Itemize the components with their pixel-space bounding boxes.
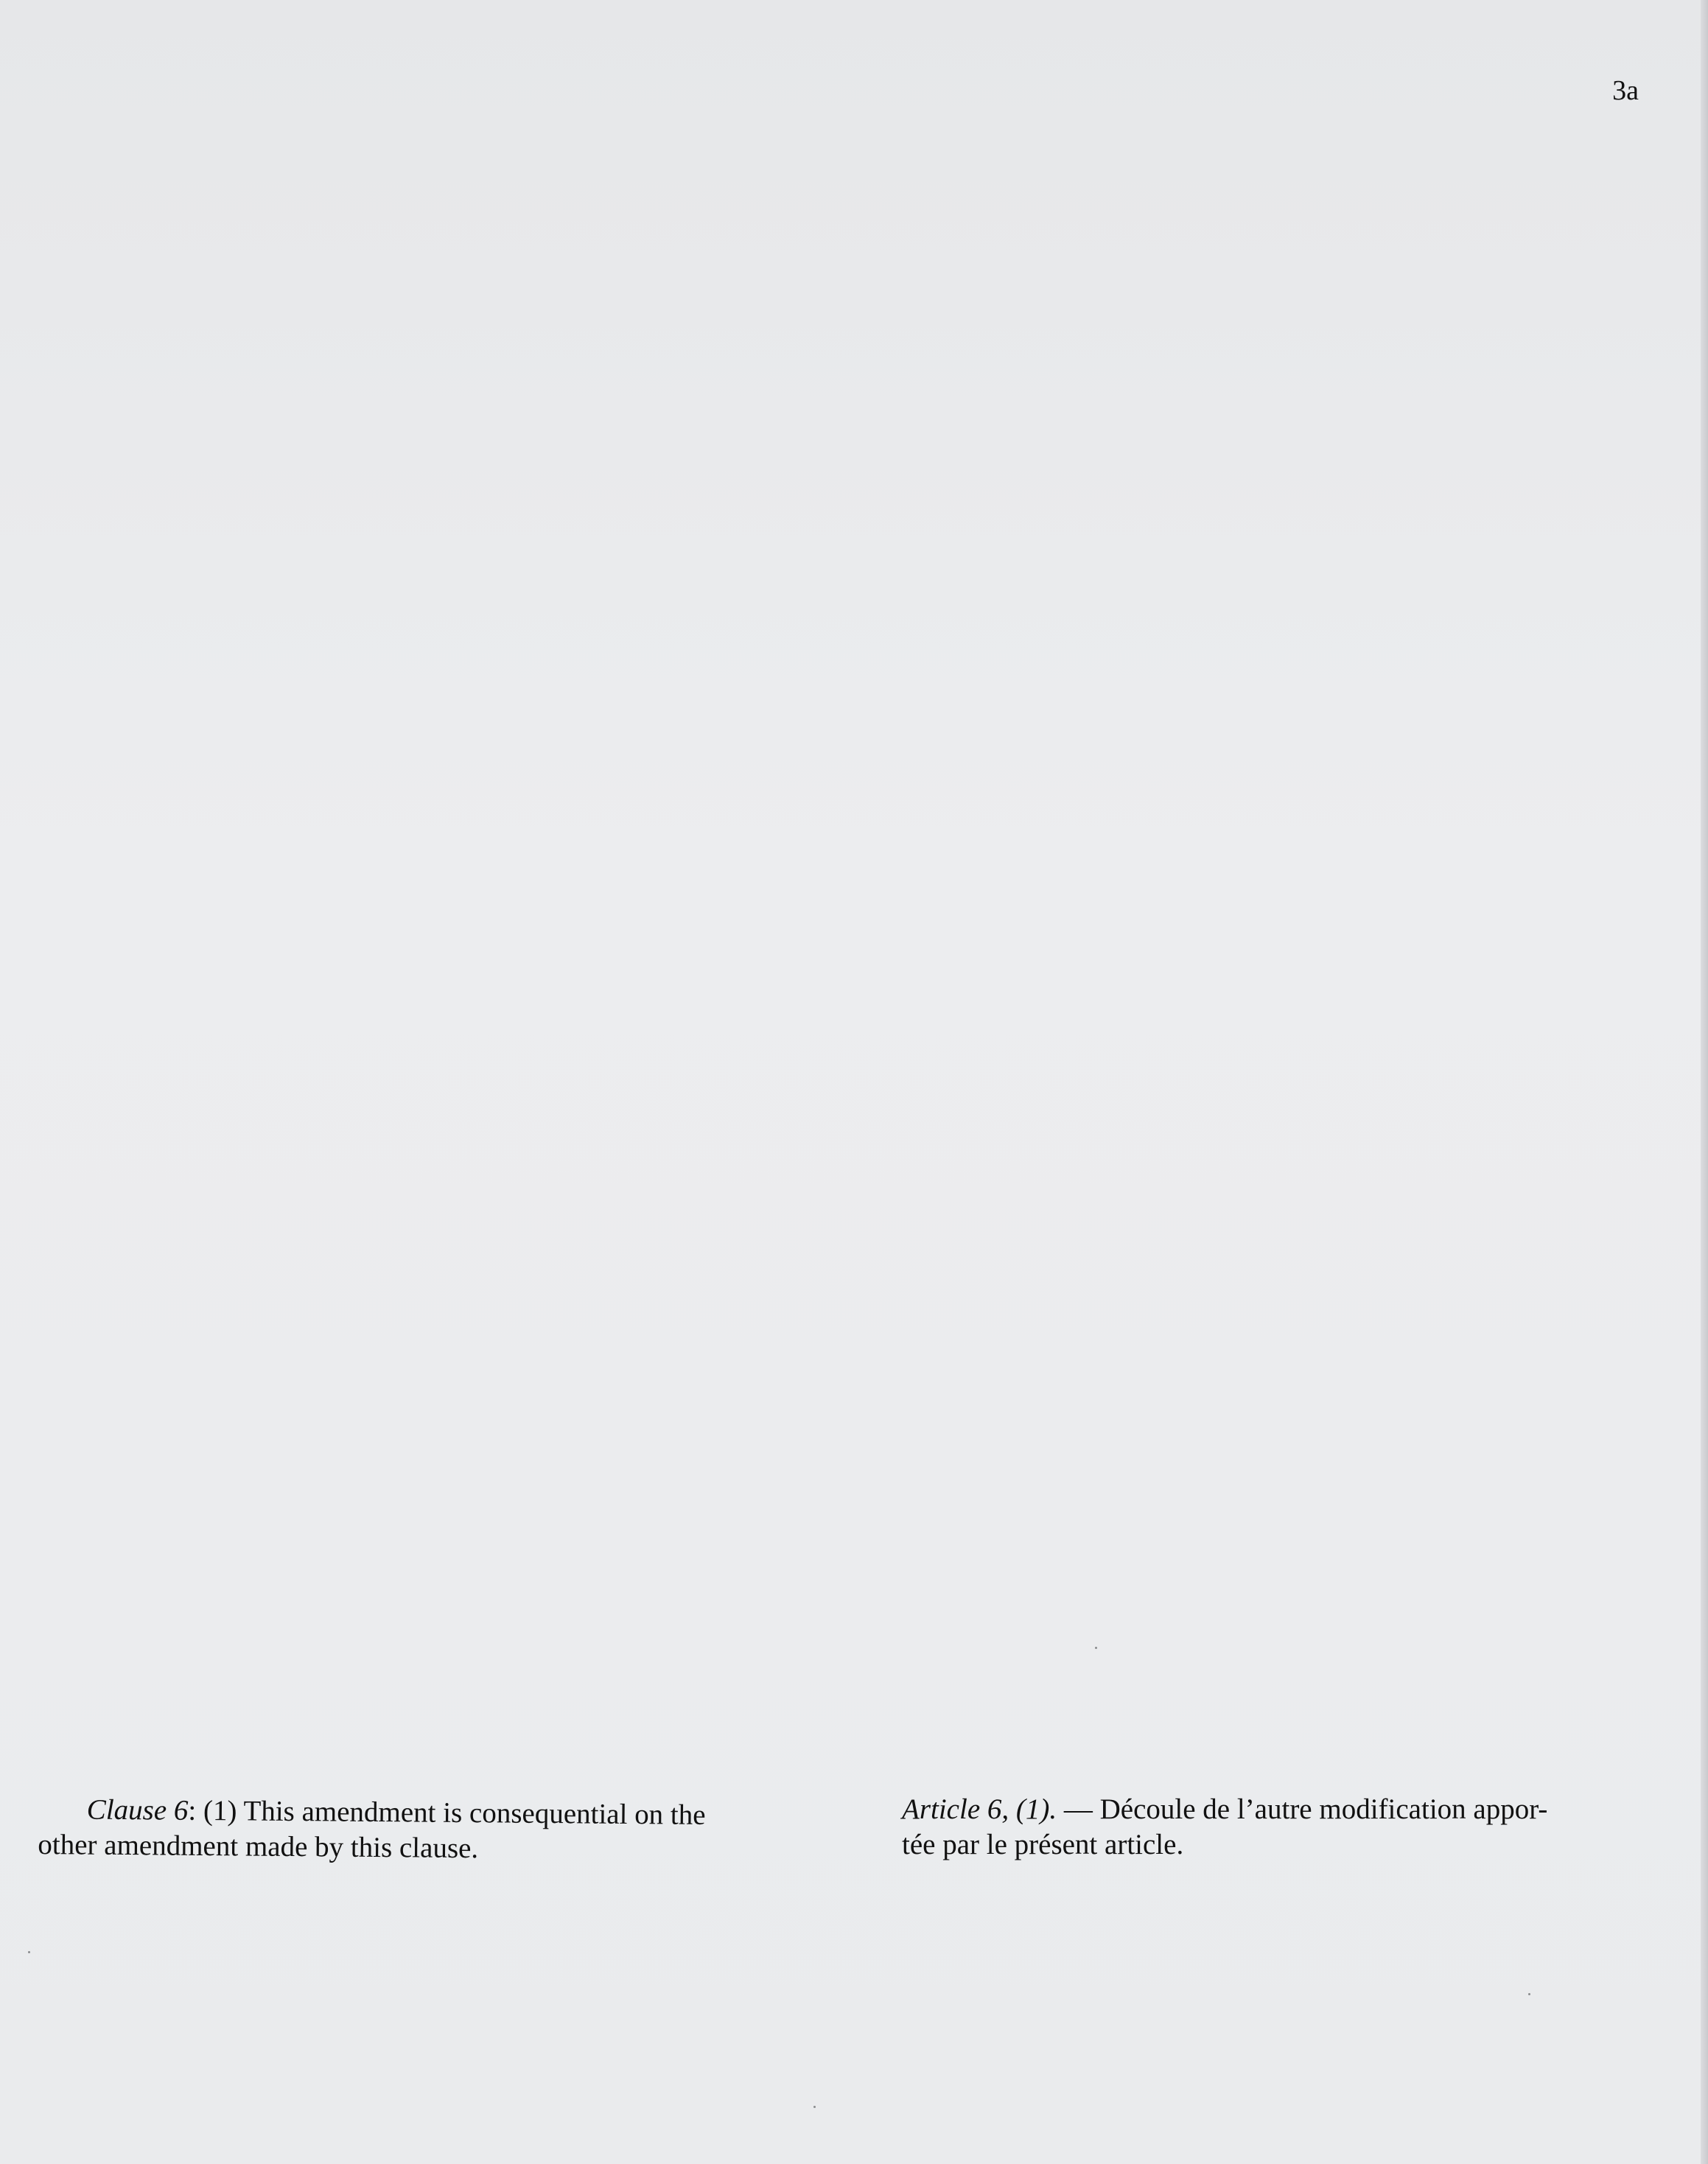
- note-french-text1: — Découle de l’autre modification appor-: [1057, 1793, 1548, 1825]
- explanatory-note-french: [902, 1792, 1653, 1863]
- speck: [1528, 1993, 1530, 1995]
- note-english-line2: other amendment made by this clause.: [38, 1828, 479, 1865]
- speck: [1095, 1647, 1097, 1649]
- note-french-lead: Article 6, (1).: [902, 1793, 1057, 1825]
- speck: [28, 1951, 30, 1953]
- page-edge: [1701, 0, 1708, 2164]
- note-french-line1: [902, 1792, 1653, 1827]
- note-french-line2: tée par le présent article.: [902, 1829, 1184, 1860]
- page-number: 3a: [1612, 75, 1639, 106]
- note-english-lead: Clause 6: [86, 1793, 189, 1827]
- explanatory-note-english: [38, 1792, 834, 1869]
- note-english-text1: : (1) This amendment is consequential on the: [188, 1794, 706, 1831]
- speck: [813, 2106, 816, 2108]
